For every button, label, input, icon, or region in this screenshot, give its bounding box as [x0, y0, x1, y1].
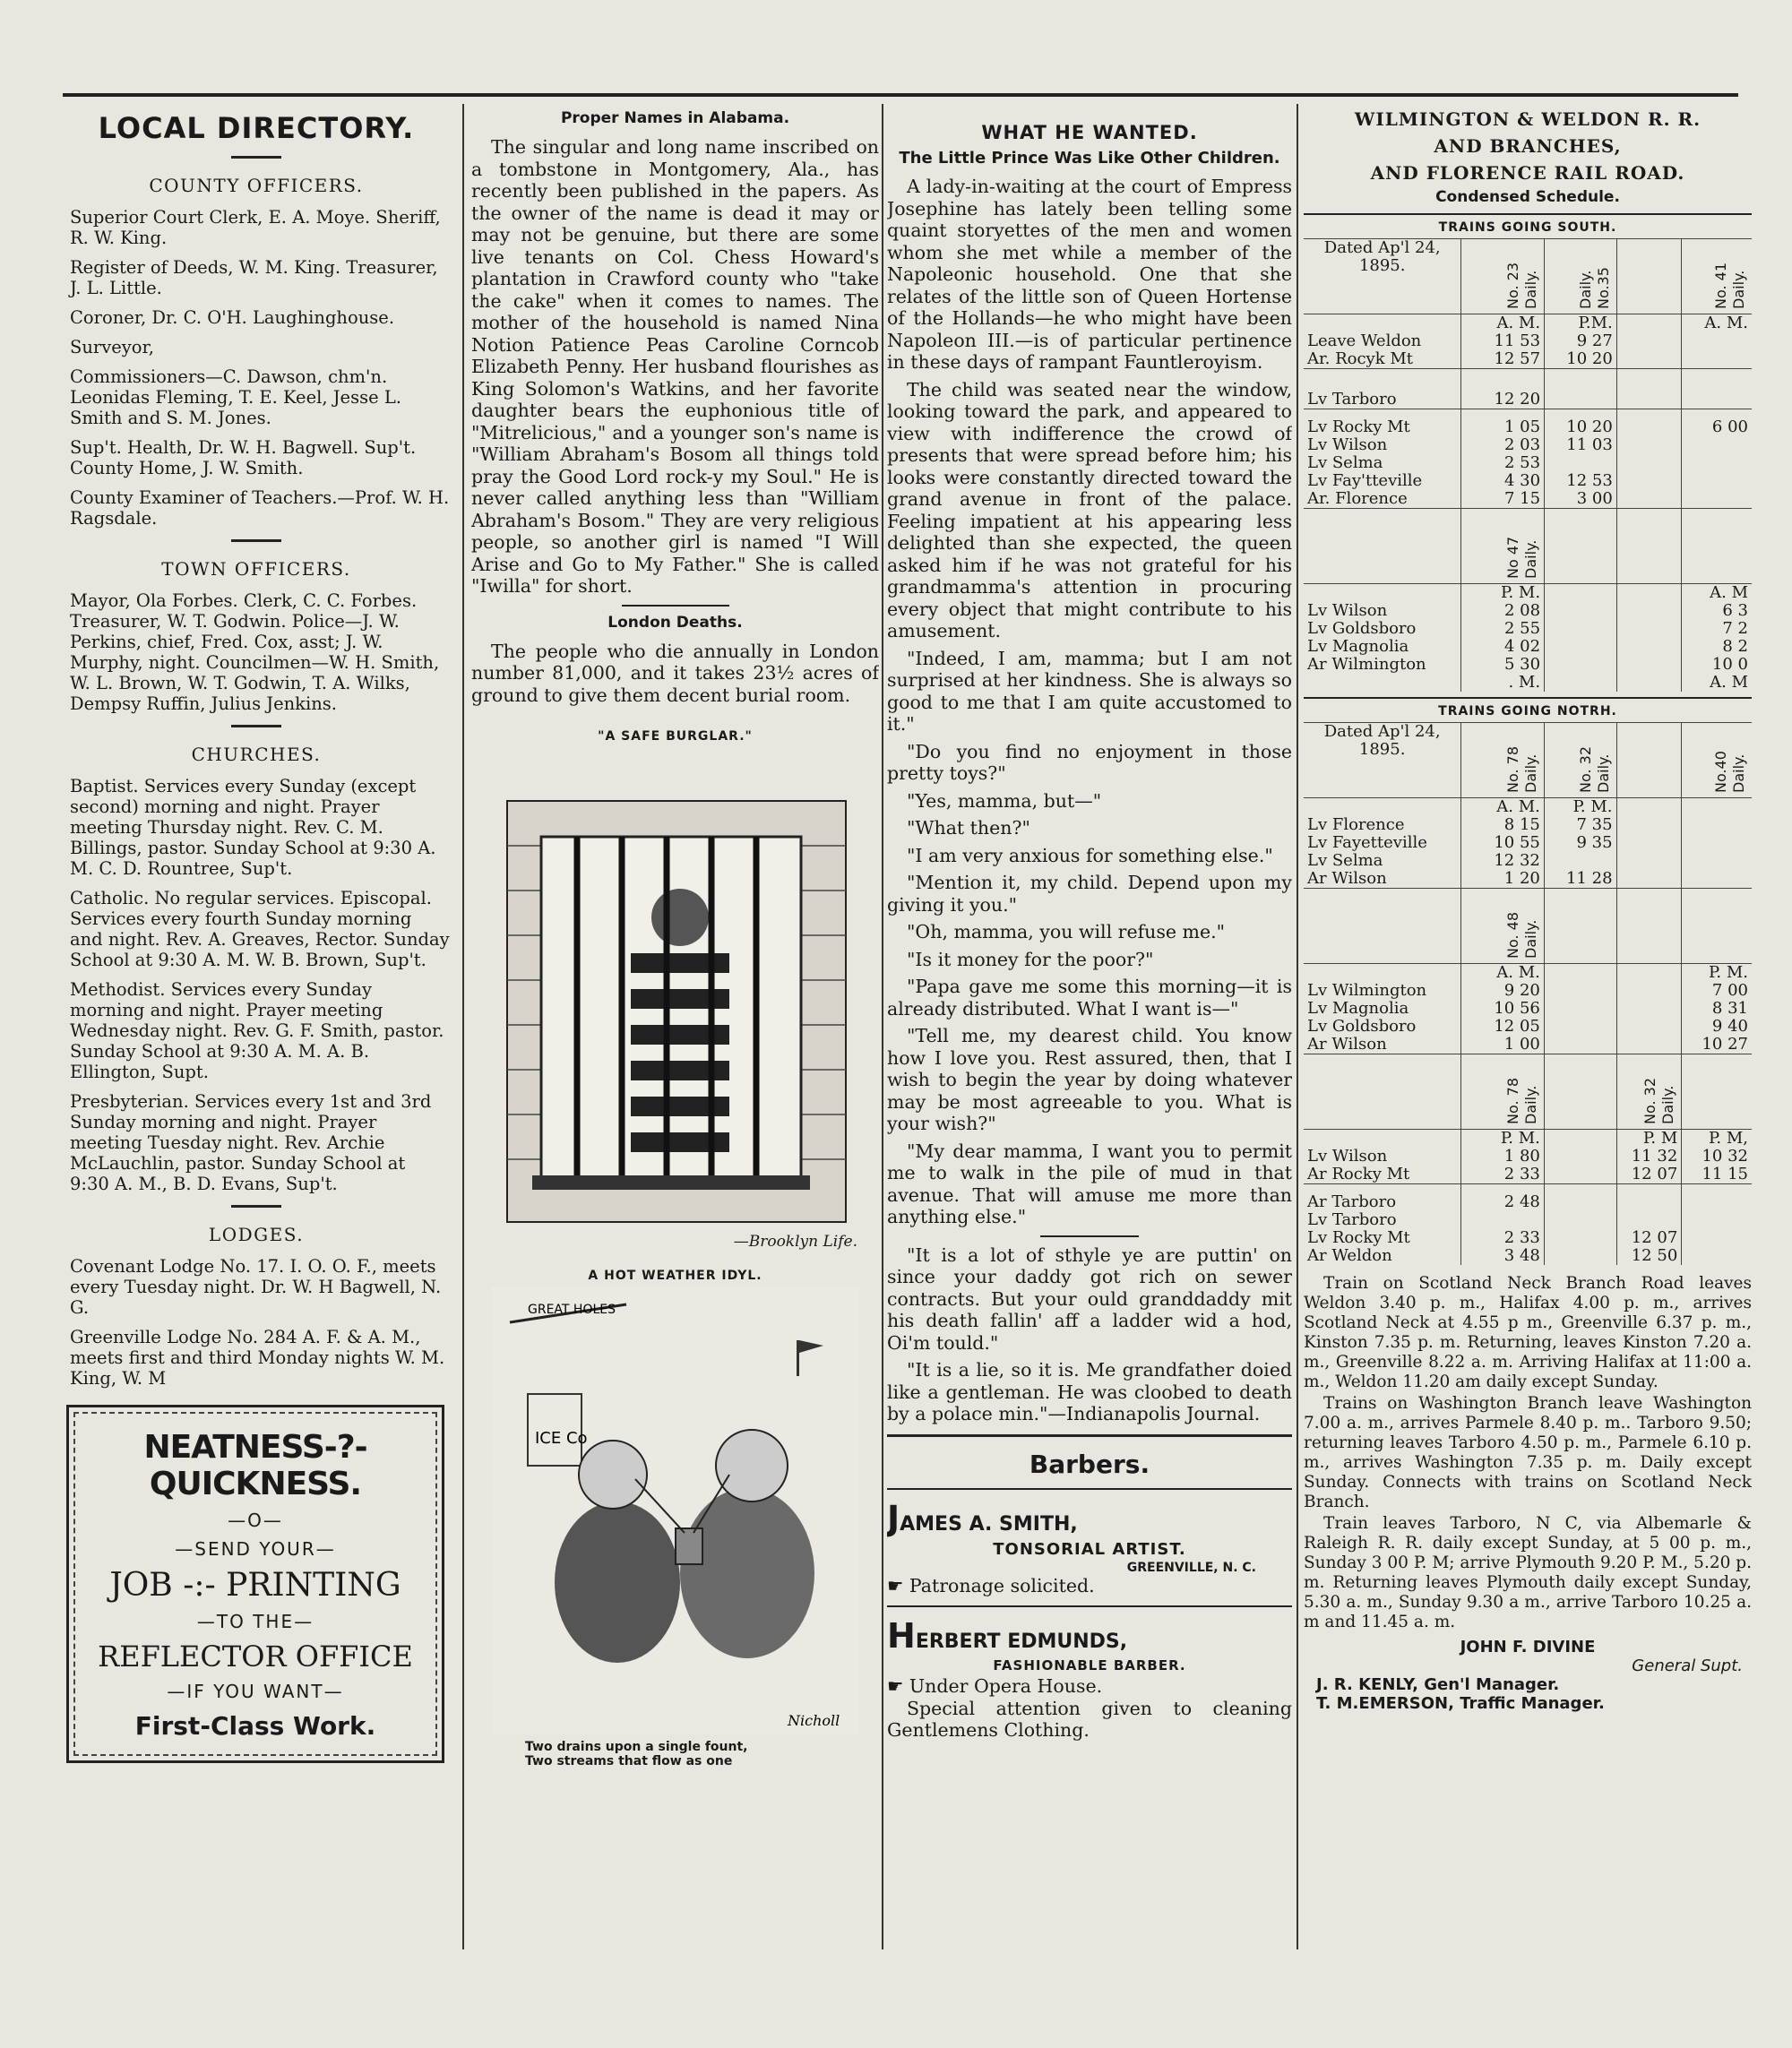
barber-edmunds-name: [887, 1616, 1292, 1656]
story-paragraph: "Oh, mamma, you will refuse me.": [907, 921, 1226, 942]
county-entry: Superior Court Clerk, E. A. Moye. Sheriff, R. W. King.: [70, 207, 441, 248]
story-column: [887, 104, 1292, 1949]
barber-smith-city: GREENVILLE, N. C.: [1126, 1560, 1256, 1575]
story-paragraph: "My dear mamma, I want you to permit me to walk in the pile of mud in that avenue. That will amuse me more than anything else.": [887, 1140, 1292, 1227]
railroad-title: AND BRANCHES,: [1434, 135, 1622, 157]
story-paragraph: "Is it money for the poor?": [907, 948, 1154, 970]
short-rule: [231, 1205, 281, 1208]
barber-edmunds-rest: ERBERT EDMUNDS,: [915, 1631, 1128, 1653]
cartoon-verse-line: Two streams that flow as one: [525, 1754, 733, 1768]
church-entry: Methodist. Services every Sunday morning and night. Prayer meeting Wednesday night. Rev. G. F. Smith, pastor. Sunday School at 9:30 A. M. A. B. Ellington, Supt.: [70, 979, 444, 1082]
col-header: No. 78 Daily.: [1503, 745, 1539, 793]
cartoon-verse: [525, 1740, 879, 1768]
table-row: Ar. Florence 7 15 3 00: [1304, 490, 1752, 509]
railroad-note: Trains on Washington Branch leave Washington 7.00 a. m., arrives Parmele 8.40 p. m.. Tarboro 9.50; returning leaves Tarboro 4.50 p. m., Parmele 6.10 p. m., arrives Washington 7.35 p. m. Daily except Sunday. Connects with trains on Scotland Neck Branch.: [1304, 1394, 1752, 1511]
ad-line: —O—: [228, 1510, 283, 1531]
short-rule: [1040, 1235, 1139, 1237]
table-row: Ar Tarboro 2 48: [1304, 1184, 1752, 1212]
lodge-entry: Covenant Lodge No. 17. I. O. O. F., meets every Tuesday night. Dr. W. H Bagwell, N. G.: [70, 1256, 442, 1318]
table-row: Ar Weldon 3 48 12 50: [1304, 1247, 1752, 1265]
dated-label: Dated Ap'l 24, 1895.: [1304, 239, 1461, 314]
table-row: Lv Rocky Mt 1 05 10 20 6 00: [1304, 409, 1752, 437]
hot-weather-idyl-cartoon: [492, 1286, 859, 1734]
cartoon-ice-text: ICE Co: [534, 1429, 588, 1448]
col-header: No.40 Daily.: [1712, 751, 1747, 793]
table-row: Ar Rocky Mt 2 33 12 07 11 15: [1304, 1166, 1752, 1184]
story-paragraph: "Indeed, I am, mamma; but I am not surprised at her kindness. She is always so good to me that I am quite accustomed to it.": [887, 647, 1292, 735]
col-header: No. 32 Daily.: [1641, 1077, 1677, 1124]
col-header: No. 78 Daily.: [1503, 1077, 1539, 1124]
north-timetable: [1304, 722, 1752, 1265]
table-row: . M. A. M: [1304, 674, 1752, 692]
table-row: Lv Wilson 2 03 11 03: [1304, 436, 1752, 454]
north-heading: TRAINS GOING NOTRH.: [1438, 704, 1617, 719]
church-entry: Baptist. Services every Sunday (except second) morning and night. Prayer meeting Thursday night. Rev. C. M. Billings, pastor. Sunday School at 9:30 A. M. C. D. Rountree, Sup't.: [70, 776, 436, 879]
col-header: No. 32 Daily.: [1576, 745, 1612, 793]
barber-edmunds-note: Special attention given to cleaning Gentlemens Clothing.: [887, 1697, 1292, 1741]
lodge-entry: Greenville Lodge No. 284 A. F. & A. M., meets first and third Monday nights W. M. King, W. M: [70, 1327, 445, 1389]
section-rule: [887, 1434, 1292, 1437]
signature-line: J. R. KENLY, Gen'l Manager.: [1316, 1675, 1560, 1694]
table-row: Lv Fay'tteville 4 30 12 53: [1304, 472, 1752, 490]
table-row: Lv Goldsboro 2 55 7 2: [1304, 620, 1752, 638]
churches-heading: CHURCHES.: [191, 744, 322, 765]
story-paragraph: "I am very anxious for something else.": [907, 844, 1273, 866]
church-entry: Catholic. No regular services. Episcopal. Services every fourth Sunday morning and night. Rev. A. Greaves, Rector. Sunday School at 9:30 A. M. W. B. Brown, Sup't.: [70, 888, 450, 970]
table-row: Lv Wilson 2 08 6 3: [1304, 602, 1752, 620]
county-entry: Coroner, Dr. C. O'H. Laughinghouse.: [70, 307, 395, 328]
table-row: Lv Selma 12 32: [1304, 852, 1752, 870]
section-rule: [887, 1605, 1292, 1607]
section-rule: [887, 1488, 1292, 1490]
local-directory-column: [63, 104, 457, 1949]
joke-paragraph: "It is a lot of sthyle ye are puttin' on since your daddy got rich on sewer contracts. But your ould granddaddy mit his death fallin' aff a ladder wid a hod, Oi'm tould.": [887, 1243, 1292, 1354]
story-paragraph: "Do you find no enjoyment in those pretty toys?": [887, 740, 1292, 784]
barbers-heading: Barbers.: [1029, 1449, 1150, 1479]
table-row: Lv Magnolia 10 56 8 31: [1304, 1000, 1752, 1018]
barber-smith-initial: J: [887, 1498, 900, 1538]
signature-line: T. M.EMERSON, Traffic Manager.: [1316, 1694, 1605, 1713]
county-entry: County Examiner of Teachers.—Prof. W. H. Ragsdale.: [70, 487, 450, 529]
directory-title: LOCAL DIRECTORY.: [98, 111, 415, 145]
london-body: The people who die annually in London number 81,000, and it takes 23½ acres of ground to give them decent burial room.: [471, 640, 879, 706]
barber-edmunds-location: ☛ Under Opera House.: [887, 1675, 1103, 1697]
alabama-heading: Proper Names in Alabama.: [560, 109, 790, 127]
table-row: Ar Wilson 1 20 11 28: [1304, 870, 1752, 889]
column-divider: [1297, 104, 1298, 1949]
table-row: Lv Goldsboro 12 05 9 40: [1304, 1018, 1752, 1036]
table-row: Leave Weldon 11 53 9 27: [1304, 332, 1752, 350]
safe-burglar-cartoon: [496, 747, 855, 1231]
table-row: Ar. Rocyk Mt 12 57 10 20: [1304, 350, 1752, 369]
ad-line: —SEND YOUR—: [175, 1538, 336, 1560]
barber-smith-name: [887, 1499, 1292, 1538]
story-paragraph: "Tell me, my dearest child. You know how I love you. Rest assured, then, that I wish to begin the year by doing whatever may be most agreeable to you. What is your wish?": [887, 1025, 1292, 1134]
table-row: Lv Fayetteville 10 55 9 35: [1304, 834, 1752, 852]
story-paragraph: The child was seated near the window, looking toward the park, and appeared to view with indifference the crowd of presents that were spread before him; his looks were constantly directed toward the grand avenue in front of the palace. Feeling impatient at his appearing less delighted than she expected, the queen asked him if he was not grateful for his grandmamma's attention in procuring every object that might contribute to his amusement.: [887, 378, 1292, 641]
short-rule: [231, 725, 281, 727]
signature-title: General Supt.: [1632, 1656, 1743, 1675]
cartoon-credit: —Brooklyn Life.: [733, 1233, 857, 1251]
section-rule: [1304, 697, 1752, 699]
ad-line: —TO THE—: [196, 1611, 314, 1632]
london-heading: London Deaths.: [607, 613, 743, 632]
table-row: P. M. A. M: [1304, 584, 1752, 603]
barber-smith-title: TONSORIAL ARTIST.: [993, 1539, 1186, 1559]
cartoon-caption: A HOT WEATHER IDYL.: [588, 1269, 762, 1283]
table-row: A. M. P.M. A. M.: [1304, 314, 1752, 333]
table-row: Ar Wilson 1 00 10 27: [1304, 1036, 1752, 1054]
county-entry: Surveyor,: [70, 337, 154, 357]
south-timetable: [1304, 238, 1752, 692]
table-row: Lv Tarboro: [1304, 1211, 1752, 1229]
alabama-column: [471, 104, 879, 1949]
church-entry: Presbyterian. Services every 1st and 3rd Sunday morning and night. Prayer meeting Tuesday night. Rev. Archie McLauchlin, pastor. Sunday School at 9:30 A. M., B. D. Evans, Sup't.: [70, 1091, 432, 1194]
dated-label: Dated Ap'l 24, 1895.: [1304, 723, 1461, 798]
barber-edmunds-title: FASHIONABLE BARBER.: [993, 1657, 1186, 1674]
table-row: P. M. P. M P. M,: [1304, 1130, 1752, 1149]
ad-line: NEATNESS-?-QUICKNESS.: [143, 1429, 367, 1502]
railroad-note: Train on Scotland Neck Branch Road leaves Weldon 3.40 p. m., Halifax 4.00 p. m., arrives Scotland Neck at 4.55 p m., Greenville 6.37 p. m., Kinston 7.35 p. m. Returning, leaves Kinston 7.20 a. m., Greenville 8.22 a. m. Arriving Halifax at 11:00 a. m., Weldon 11.20 am daily except Sunday.: [1304, 1274, 1752, 1391]
barber-edmunds-initial: H: [887, 1616, 916, 1656]
cartoon-verse-line: Two drains upon a single fount,: [525, 1740, 748, 1754]
story-paragraph: A lady-in-waiting at the court of Empress Josephine has lately been telling some quaint storyettes of the men and women whom she met while a member of the Napoleonic household. One that she relates of the little son of Queen Hortense of the Hollands—he who might have been Napoleon III.—is of particular pertinence in these days of rampant Fauntleroyism.: [887, 176, 1292, 373]
table-row: Lv Florence 8 15 7 35: [1304, 816, 1752, 834]
railroad-title: WILMINGTON & WELDON R. R.: [1354, 108, 1702, 130]
col-header: Daily. No.35: [1576, 267, 1612, 309]
alabama-body: The singular and long name inscribed on a tombstone in Montgomery, Ala., has recently been published in the papers. As the owner of the name is dead it may or may not be genuine, but there are some live tenants on Col. Chess Howard's plantation in Crawford county who "take the cake" when it comes to names. The mother of the household is named Nina Notion Patience Peas Caroline Corncob Elizabeth Penny. Her husband flourishes as King Solomon's Watkins, and her favorite daughter bears the euphonious title of "Mitrelicious," and a younger son's name is "William Abraham's Bosom all things told pray the Good Lord rock-y my Soul." He is never called anything less than "William Abraham's Bosom." They are very religious people, so another girl is named "I Will Arise and Go to My Father." She is called "Iwilla" for short.: [471, 136, 879, 597]
top-rule: [63, 93, 1738, 97]
cartoon-caption: "A SAFE BURGLAR.": [598, 729, 753, 744]
south-heading: TRAINS GOING SOUTH.: [1438, 220, 1617, 235]
table-row: Ar Wilmington 5 30 10 0: [1304, 656, 1752, 674]
short-rule: [231, 539, 281, 542]
signature-name: JOHN F. DIVINE: [1460, 1638, 1596, 1656]
col-header: No. 48 Daily.: [1503, 911, 1539, 959]
short-rule: [622, 605, 729, 607]
county-entry: Commissioners—C. Dawson, chm'n. Leonidas Fleming, T. E. Keel, Jesse L. Smith and S. M. Jones.: [70, 366, 401, 428]
ad-line: —IF YOU WANT—: [167, 1681, 344, 1702]
col-header: No. 23 Daily.: [1504, 262, 1540, 309]
column-divider: [882, 104, 883, 1949]
table-row: Lv Wilson 1 80 11 32 10 32: [1304, 1148, 1752, 1166]
county-entry: Register of Deeds, W. M. King. Treasurer, J. L. Little.: [70, 257, 438, 298]
county-officers-heading: COUNTY OFFICERS.: [149, 175, 364, 196]
ad-line: JOB -:- PRINTING: [109, 1567, 401, 1604]
table-row: A. M. P. M.: [1304, 798, 1752, 817]
railroad-title: AND FLORENCE RAIL ROAD.: [1370, 162, 1685, 184]
column-divider: [462, 104, 464, 1949]
town-officers-heading: TOWN OFFICERS.: [161, 558, 351, 580]
barber-smith-rest: AMES A. SMITH,: [900, 1512, 1078, 1536]
col-header: No. 41 Daily.: [1712, 262, 1747, 309]
town-entry: Mayor, Ola Forbes. Clerk, C. C. Forbes. Treasurer, W. T. Godwin. Police—J. W. Perkins, chief, Fred. Cox, asst; J. W. Murphy, night. Councilmen—W. H. Smith, W. L. Brown, W. T. Godwin, T. A. Wilks, Dempsy Ruffin, Julius Jenkins.: [70, 590, 440, 714]
railroad-note: Train leaves Tarboro, N C, via Albemarle & Raleigh R. R. daily except Sunday, at 5 00 p. m., Sunday 3 00 P. M; arrive Plymouth 9.20 P. M., 5.20 p. m. Returning leaves Plymouth daily except Sunday, 5.30 a. m., Sunday 9.30 a m., arrive Tarboro 10.25 a. m and 11.45 a. m.: [1304, 1514, 1752, 1631]
table-row: Lv Wilmington 9 20 7 00: [1304, 982, 1752, 1000]
lodges-heading: LODGES.: [208, 1224, 305, 1245]
col-header: No 47 Daily.: [1504, 536, 1540, 579]
table-row: Lv Tarboro 12 20: [1304, 369, 1752, 409]
story-subheading: The Little Prince Was Like Other Children.: [899, 149, 1280, 168]
railroad-subtitle: Condensed Schedule.: [1435, 188, 1620, 206]
cartoon-sign-text: GREAT HOLES: [527, 1303, 616, 1317]
short-rule: [231, 156, 281, 159]
railroad-column: [1304, 104, 1752, 1949]
printing-advertisement: [66, 1405, 444, 1763]
story-heading: WHAT HE WANTED.: [981, 122, 1198, 143]
story-paragraph: "Mention it, my child. Depend upon my giving it you.": [887, 872, 1292, 916]
section-rule: [1304, 213, 1752, 215]
ad-line: REFLECTOR OFFICE: [98, 1639, 413, 1674]
table-row: A. M. P. M.: [1304, 964, 1752, 983]
story-paragraph: "Yes, mamma, but—": [907, 789, 1102, 812]
barber-smith-note: ☛ Patronage solicited.: [887, 1574, 1095, 1596]
story-paragraph: "What then?": [907, 817, 1030, 839]
story-paragraph: "Papa gave me some this morning—it is already distributed. What I want is—": [887, 976, 1292, 1020]
table-row: Lv Magnolia 4 02 8 2: [1304, 638, 1752, 656]
table-row: Lv Rocky Mt 2 33 12 07: [1304, 1229, 1752, 1247]
table-row: Lv Selma 2 53: [1304, 454, 1752, 472]
ad-line: First-Class Work.: [134, 1711, 376, 1741]
railroad-notes: [1304, 1274, 1752, 1632]
cartoon-signature: Nicholl: [787, 1712, 840, 1729]
county-entry: Sup't. Health, Dr. W. H. Bagwell. Sup't. County Home, J. W. Smith.: [70, 437, 417, 478]
joke-paragraph: "It is a lie, so it is. Me grandfather doied like a gentleman. He was cloobed to death by a polace min."—Indianapolis Journal.: [887, 1359, 1292, 1424]
